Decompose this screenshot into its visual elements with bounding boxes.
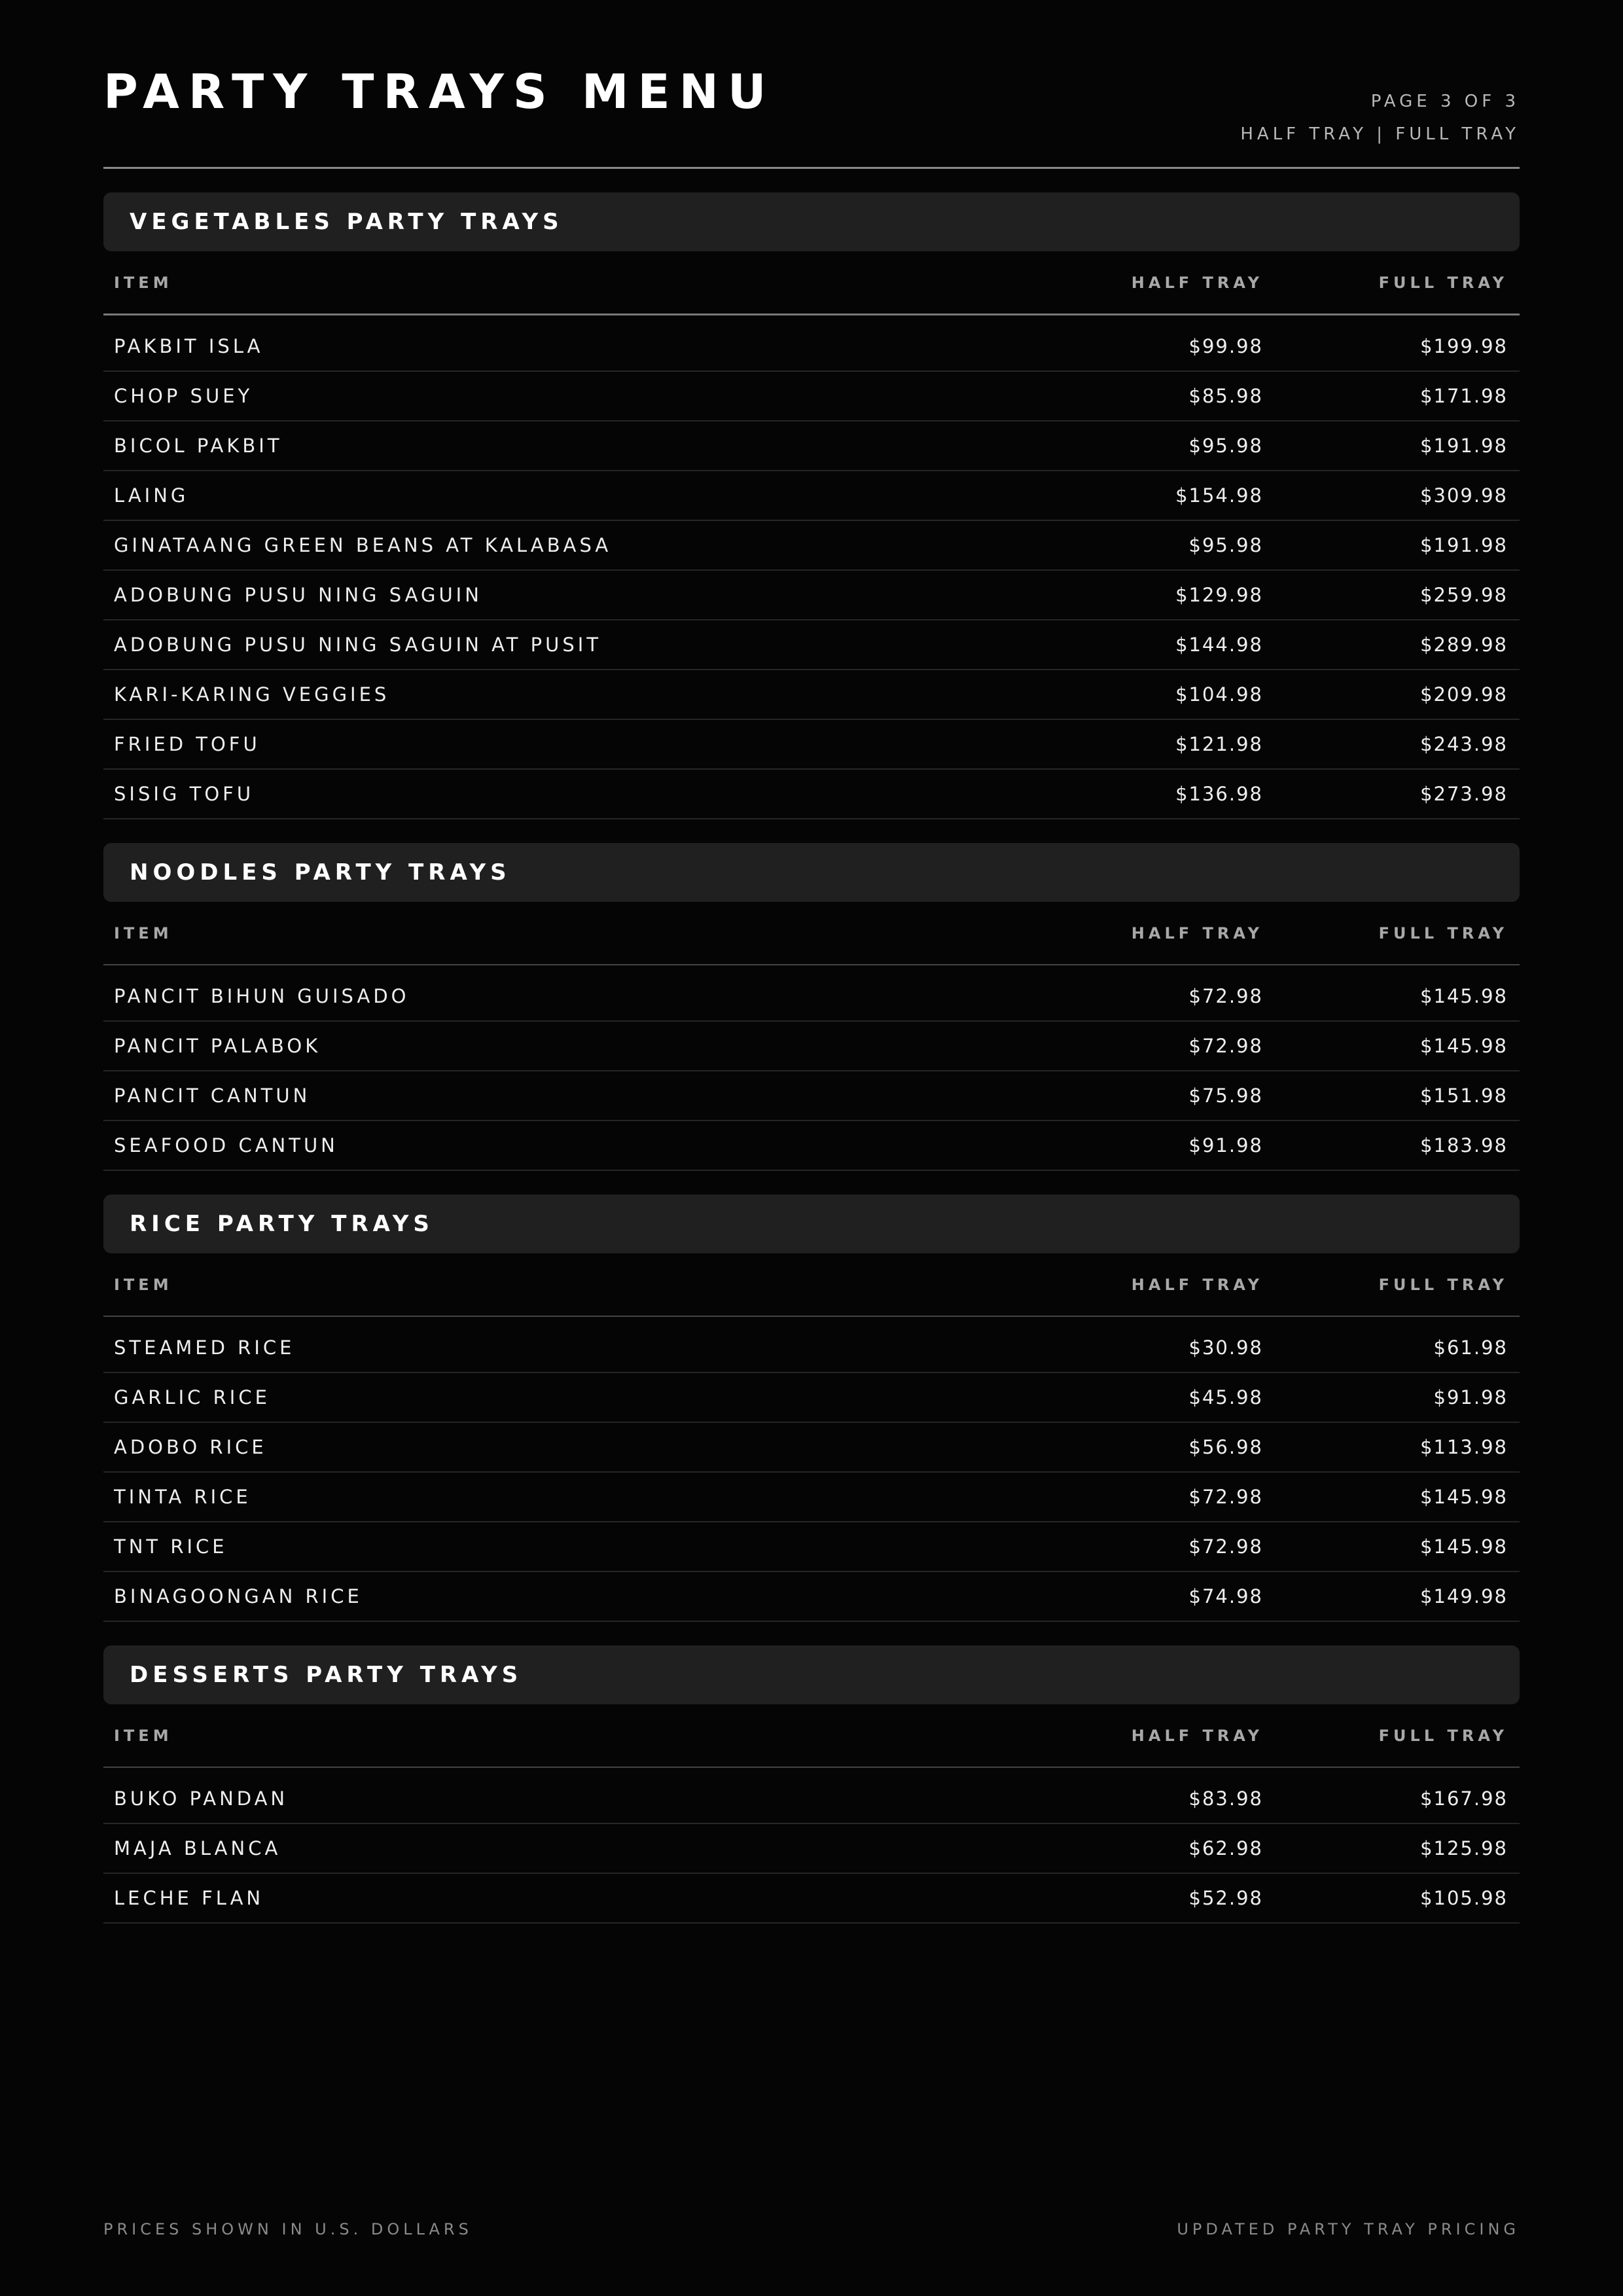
section-header xyxy=(103,843,1520,902)
item-name: LAING xyxy=(114,484,189,507)
half-tray-price: $104.98 xyxy=(1175,683,1263,706)
item-name: PANCIT PALABOK xyxy=(114,1035,321,1057)
menu-section xyxy=(103,192,1520,819)
menu-item-row xyxy=(103,1572,1520,1622)
menu-item-row xyxy=(103,1423,1520,1473)
half-tray-price: $72.98 xyxy=(1188,1535,1263,1558)
full-tray-price: $105.98 xyxy=(1420,1887,1508,1909)
half-tray-column-header: HALF TRAY xyxy=(1131,1275,1263,1294)
item-column-header: ITEM xyxy=(114,1275,173,1294)
menu-item-row xyxy=(103,521,1520,571)
menu-item-row xyxy=(103,1323,1520,1373)
item-column-header: ITEM xyxy=(114,273,173,292)
half-tray-price: $75.98 xyxy=(1188,1085,1263,1107)
menu-item-row xyxy=(103,372,1520,422)
full-tray-price: $125.98 xyxy=(1420,1837,1508,1859)
page-header xyxy=(103,0,1520,169)
menu-item-row xyxy=(103,322,1520,372)
pricing-note: UPDATED PARTY TRAY PRICING xyxy=(1177,2220,1520,2238)
item-list xyxy=(103,315,1520,819)
half-tray-price: $95.98 xyxy=(1188,435,1263,457)
full-tray-price: $259.98 xyxy=(1420,584,1508,606)
menu-item-row xyxy=(103,571,1520,620)
item-name: BUKO PANDAN xyxy=(114,1787,289,1810)
item-name: CHOP SUEY xyxy=(114,385,253,407)
menu-item-row xyxy=(103,422,1520,471)
column-headers xyxy=(103,251,1520,315)
column-headers xyxy=(103,1704,1520,1768)
menu-item-row xyxy=(103,1774,1520,1824)
half-tray-price: $72.98 xyxy=(1188,1486,1263,1508)
full-tray-price: $289.98 xyxy=(1420,634,1508,656)
half-tray-column-header: HALF TRAY xyxy=(1131,273,1263,292)
menu-item-row xyxy=(103,1473,1520,1522)
item-name: TNT RICE xyxy=(114,1535,228,1558)
half-tray-price: $62.98 xyxy=(1188,1837,1263,1859)
menu-section xyxy=(103,1645,1520,1924)
section-title: VEGETABLES PARTY TRAYS xyxy=(130,209,563,235)
column-headers xyxy=(103,902,1520,965)
item-name: ADOBUNG PUSU NING SAGUIN AT PUSIT xyxy=(114,634,602,656)
half-tray-price: $30.98 xyxy=(1188,1336,1263,1359)
item-name: FRIED TOFU xyxy=(114,733,260,755)
page-footer xyxy=(103,2220,1520,2238)
section-header xyxy=(103,1194,1520,1253)
item-name: BICOL PAKBIT xyxy=(114,435,283,457)
full-tray-price: $273.98 xyxy=(1420,783,1508,805)
half-tray-price: $85.98 xyxy=(1188,385,1263,407)
menu-item-row xyxy=(103,620,1520,670)
item-name: GARLIC RICE xyxy=(114,1386,270,1408)
menu-item-row xyxy=(103,972,1520,1022)
half-tray-column-header: HALF TRAY xyxy=(1131,924,1263,942)
half-tray-price: $83.98 xyxy=(1188,1787,1263,1810)
full-tray-price: $171.98 xyxy=(1420,385,1508,407)
item-list xyxy=(103,965,1520,1171)
full-tray-price: $151.98 xyxy=(1420,1085,1508,1107)
half-tray-price: $154.98 xyxy=(1175,484,1263,507)
half-tray-price: $45.98 xyxy=(1188,1386,1263,1408)
page-number: PAGE 3 OF 3 xyxy=(1370,92,1520,111)
item-name: SISIG TOFU xyxy=(114,783,255,805)
full-tray-price: $243.98 xyxy=(1420,733,1508,755)
item-name: GINATAANG GREEN BEANS AT KALABASA xyxy=(114,534,612,556)
item-name: MAJA BLANCA xyxy=(114,1837,281,1859)
full-tray-price: $191.98 xyxy=(1420,534,1508,556)
columns-legend: HALF TRAY | FULL TRAY xyxy=(1240,124,1520,144)
page-title: PARTY TRAYS MENU xyxy=(103,64,776,119)
full-tray-column-header: FULL TRAY xyxy=(1378,1726,1508,1745)
half-tray-price: $52.98 xyxy=(1188,1887,1263,1909)
half-tray-price: $144.98 xyxy=(1175,634,1263,656)
section-title: RICE PARTY TRAYS xyxy=(130,1211,434,1237)
full-tray-price: $145.98 xyxy=(1420,1486,1508,1508)
full-tray-price: $61.98 xyxy=(1433,1336,1508,1359)
section-header xyxy=(103,192,1520,251)
section-header xyxy=(103,1645,1520,1704)
full-tray-price: $199.98 xyxy=(1420,335,1508,357)
menu-item-row xyxy=(103,471,1520,521)
menu-section xyxy=(103,843,1520,1171)
full-tray-price: $191.98 xyxy=(1420,435,1508,457)
full-tray-price: $91.98 xyxy=(1433,1386,1508,1408)
menu-item-row xyxy=(103,720,1520,770)
full-tray-column-header: FULL TRAY xyxy=(1378,924,1508,942)
half-tray-price: $129.98 xyxy=(1175,584,1263,606)
item-list xyxy=(103,1317,1520,1622)
column-headers xyxy=(103,1253,1520,1317)
half-tray-price: $136.98 xyxy=(1175,783,1263,805)
item-name: SEAFOOD CANTUN xyxy=(114,1134,338,1157)
page-meta xyxy=(1240,85,1520,151)
item-column-header: ITEM xyxy=(114,1726,173,1745)
full-tray-column-header: FULL TRAY xyxy=(1378,1275,1508,1294)
full-tray-price: $145.98 xyxy=(1420,1035,1508,1057)
menu-item-row xyxy=(103,1121,1520,1171)
menu-sections xyxy=(103,192,1520,1924)
menu-item-row xyxy=(103,1373,1520,1423)
half-tray-price: $95.98 xyxy=(1188,534,1263,556)
full-tray-price: $309.98 xyxy=(1420,484,1508,507)
item-name: ADOBO RICE xyxy=(114,1436,267,1458)
menu-item-row xyxy=(103,670,1520,720)
item-column-header: ITEM xyxy=(114,924,173,942)
half-tray-price: $72.98 xyxy=(1188,1035,1263,1057)
section-title: NOODLES PARTY TRAYS xyxy=(130,859,511,886)
item-name: LECHE FLAN xyxy=(114,1887,264,1909)
menu-item-row xyxy=(103,1022,1520,1071)
full-tray-price: $167.98 xyxy=(1420,1787,1508,1810)
full-tray-price: $145.98 xyxy=(1420,985,1508,1007)
item-name: PANCIT CANTUN xyxy=(114,1085,311,1107)
item-name: PAKBIT ISLA xyxy=(114,335,264,357)
item-list xyxy=(103,1768,1520,1924)
full-tray-price: $145.98 xyxy=(1420,1535,1508,1558)
half-tray-price: $121.98 xyxy=(1175,733,1263,755)
menu-page xyxy=(103,0,1520,2296)
half-tray-price: $99.98 xyxy=(1188,335,1263,357)
item-name: STEAMED RICE xyxy=(114,1336,295,1359)
full-tray-price: $183.98 xyxy=(1420,1134,1508,1157)
half-tray-column-header: HALF TRAY xyxy=(1131,1726,1263,1745)
menu-item-row xyxy=(103,1874,1520,1924)
item-name: BINAGOONGAN RICE xyxy=(114,1585,363,1607)
menu-item-row xyxy=(103,1071,1520,1121)
half-tray-price: $91.98 xyxy=(1188,1134,1263,1157)
item-name: KARI-KARING VEGGIES xyxy=(114,683,390,706)
item-name: TINTA RICE xyxy=(114,1486,251,1508)
menu-item-row xyxy=(103,1522,1520,1572)
full-tray-price: $113.98 xyxy=(1420,1436,1508,1458)
item-name: ADOBUNG PUSU NING SAGUIN xyxy=(114,584,482,606)
section-title: DESSERTS PARTY TRAYS xyxy=(130,1662,523,1688)
menu-section xyxy=(103,1194,1520,1622)
full-tray-price: $209.98 xyxy=(1420,683,1508,706)
half-tray-price: $74.98 xyxy=(1188,1585,1263,1607)
full-tray-column-header: FULL TRAY xyxy=(1378,273,1508,292)
half-tray-price: $56.98 xyxy=(1188,1436,1263,1458)
menu-item-row xyxy=(103,770,1520,819)
currency-note: PRICES SHOWN IN U.S. DOLLARS xyxy=(103,2220,473,2238)
half-tray-price: $72.98 xyxy=(1188,985,1263,1007)
full-tray-price: $149.98 xyxy=(1420,1585,1508,1607)
item-name: PANCIT BIHUN GUISADO xyxy=(114,985,410,1007)
menu-item-row xyxy=(103,1824,1520,1874)
